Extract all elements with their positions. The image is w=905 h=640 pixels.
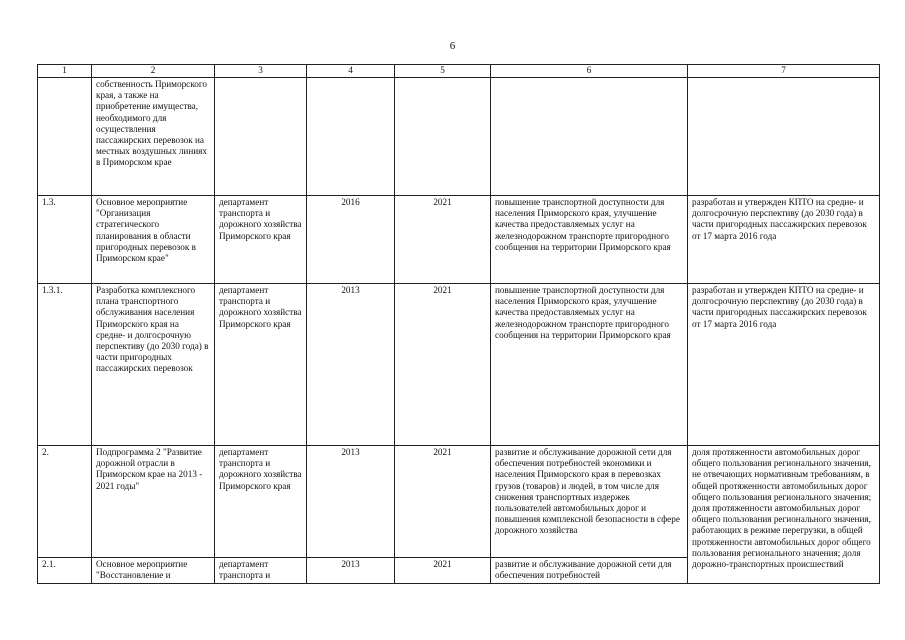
indicator: доля протяженности автомобильных дорог общего пользования регионального значения, не отвечающих нормативным требованиям, в общей протяженности автомобильных дорог общего пользования регионального значения; доля протяженности автомобильных дорог общего пользования регионального значения, работающих в режиме перегрузки, в общей протяженности автомобильных дорог общего пользования регионального значения; доля дорожно-транспортных происшествий [688, 446, 880, 584]
header-col-1: 1 [38, 65, 92, 78]
header-col-5: 5 [395, 65, 491, 78]
row-number: 1.3.1. [38, 284, 92, 446]
expected-result: развитие и обслуживание дорожной сети для обеспечения потребностей [491, 558, 688, 584]
header-col-4: 4 [307, 65, 395, 78]
header-row [38, 65, 880, 78]
header-col-6: 6 [491, 65, 688, 78]
start-year: 2013 [307, 284, 395, 446]
end-year: 2021 [395, 558, 491, 584]
start-year: 2016 [307, 196, 395, 284]
expected-result [491, 78, 688, 196]
table-row [38, 196, 880, 284]
header-col-7: 7 [688, 65, 880, 78]
activity-name: Основное мероприятие "Восстановление и [92, 558, 215, 584]
executor: департамент транспорта и дорожного хозяйства Приморского края [215, 446, 307, 558]
end-year [395, 78, 491, 196]
indicator [688, 78, 880, 196]
expected-result: развитие и обслуживание дорожной сети для обеспечения потребностей экономики и населения Приморского края в перевозках грузов (товаров) и людей, в том числе для снижения транспортных издержек пользователей автомобильных дорог и повышения комплексной безопасности в сфере дорожного хозяйства [491, 446, 688, 558]
row-number: 2. [38, 446, 92, 558]
end-year: 2021 [395, 196, 491, 284]
header-col-3: 3 [215, 65, 307, 78]
executor: департамент транспорта и дорожного хозяйства Приморского края [215, 284, 307, 446]
indicator: разработан и утвержден КПТО на средне- и долгосрочную перспективу (до 2030 года) в части пригородных пассажирских перевозок от 17 марта 2016 года [688, 196, 880, 284]
table-row [38, 78, 880, 196]
activity-name: Основное мероприятие "Организация стратегического планирования в области пригородных перевозок в Приморском крае" [92, 196, 215, 284]
table-row [38, 284, 880, 446]
end-year: 2021 [395, 284, 491, 446]
start-year: 2013 [307, 446, 395, 558]
indicator: разработан и утвержден КПТО на средне- и долгосрочную перспективу (до 2030 года) в части пригородных пассажирских перевозок от 17 марта 2016 года [688, 284, 880, 446]
header-col-2: 2 [92, 65, 215, 78]
start-year: 2013 [307, 558, 395, 584]
table-row [38, 446, 880, 558]
expected-result: повышение транспортной доступности для населения Приморского края, улучшение качества предоставляемых услуг на железнодорожном транспорте пригородного сообщения на территории Приморского края [491, 196, 688, 284]
activity-name: Разработка комплексного плана транспортного обслуживания населения Приморского края на средне- и долгосрочную перспективу (до 2030 года) в части пригородных пассажирских перевозок [92, 284, 215, 446]
program-table [37, 64, 880, 584]
executor: департамент транспорта и [215, 558, 307, 584]
start-year [307, 78, 395, 196]
expected-result: повышение транспортной доступности для населения Приморского края, улучшение качества предоставляемых услуг на железнодорожном транспорте пригородного сообщения на территории Приморского края [491, 284, 688, 446]
row-number: 2.1. [38, 558, 92, 584]
activity-name: Подпрограмма 2 "Развитие дорожной отрасли в Приморском крае на 2013 - 2021 годы" [92, 446, 215, 558]
row-number: 1.3. [38, 196, 92, 284]
row-number [38, 78, 92, 196]
activity-name: собственность Приморского края, а также на приобретение имущества, необходимого для осуществления пассажирских перевозок на местных воздушных линиях в Приморском крае [92, 78, 215, 196]
end-year: 2021 [395, 446, 491, 558]
executor: департамент транспорта и дорожного хозяйства Приморского края [215, 196, 307, 284]
page-number: 6 [449, 40, 456, 52]
executor [215, 78, 307, 196]
